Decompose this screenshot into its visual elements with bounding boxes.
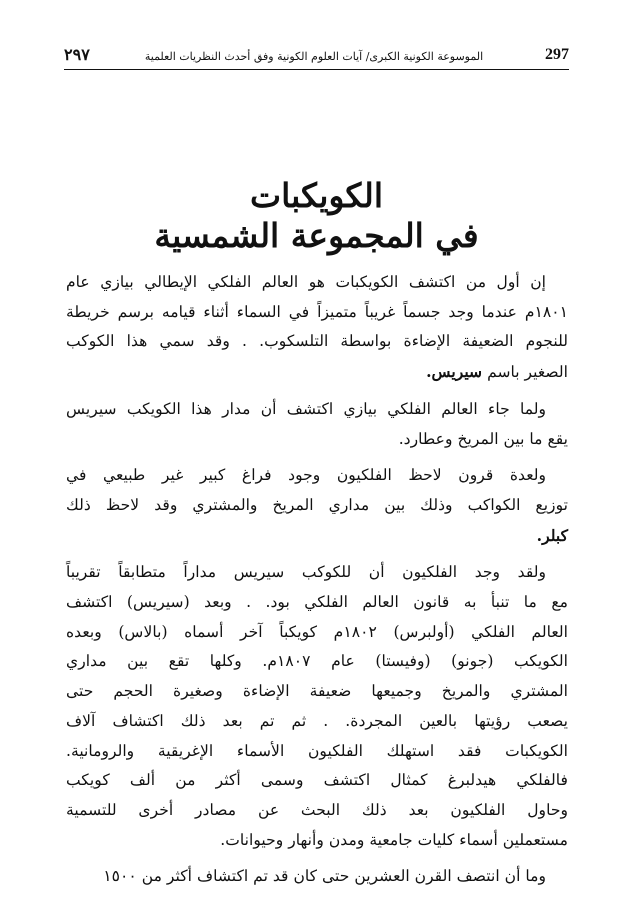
- paragraph-2: [66, 395, 568, 454]
- text-line: ولقد وجد الفلكيون أن للكوكب سيريس مداراً متطابقاً تقريباً: [66, 563, 546, 582]
- text-line: وحاول الفلكيون بعد ذلك البحث عن مصادر أخرى للتسمية: [66, 800, 568, 819]
- text-line: [66, 521, 568, 552]
- text-line: للنجوم الضعيفة الإضاءة بواسطة التلسكوب. . وقد سمي هذا الكوكب: [66, 332, 568, 351]
- body-text: [66, 268, 568, 899]
- text-line: مستعملين أسماء كليات جامعية ومدن وأنهار وحيوانات.: [220, 830, 568, 849]
- running-title: الموسوعة الكونية الكبرى/ آيات العلوم الكونية وفق أحدث النظريات العلمية: [144, 50, 484, 63]
- text-segment: الصغير باسم: [482, 363, 568, 382]
- bold-name-kepler: كبلر.: [536, 525, 568, 545]
- page-number-latin: 297: [545, 46, 569, 63]
- page-header: [64, 38, 569, 70]
- paragraph-1: [66, 268, 568, 388]
- header-rule: [64, 69, 569, 70]
- text-line: الكويكب (جونو) (وفيستا) عام ١٨٠٧م. وكلها تقع بين مداري: [66, 652, 568, 671]
- text-line: العالم الفلكي (أولبرس) ١٨٠٢م كويكباً آخر أسماه (بالاس) وبعده: [66, 622, 568, 641]
- text-line: وما أن انتصف القرن العشرين حتى كان قد تم اكتشاف أكثر من ١٥٠٠: [103, 867, 546, 886]
- chapter-title-line-2: في المجموعة الشمسية: [154, 216, 479, 255]
- text-line: الكويكبات فقد استهلك الفلكيون الأسماء الإغريقية والرومانية.: [66, 741, 568, 760]
- text-line: ولما جاء العالم الفلكي بيازي اكتشف أن مدار هذا الكويكب سيريس: [66, 399, 546, 418]
- text-line: ١٨٠١م عندما وجد جسماً غريباً متميزاً في السماء أثناء قيامه برسم خريطة: [66, 302, 568, 321]
- paragraph-3: [66, 461, 568, 551]
- chapter-title-line-1: الكويكبات: [250, 176, 383, 215]
- text-line: توزيع الكواكب وذلك بين مداري المريخ والمشتري وقد لاحظ ذلك: [66, 495, 568, 514]
- paragraph-5: [66, 862, 568, 892]
- text-line: ولعدة قرون لاحظ الفلكيون وجود فراغ كبير غير طبيعي في: [66, 466, 546, 485]
- bold-name-ceres: سيريس.: [426, 362, 483, 382]
- text-line: مع ما تنبأ به قانون العالم الفلكي بود. . وبعد (سيريس) اكتشف: [66, 593, 568, 612]
- paragraph-4: [66, 558, 568, 855]
- page-number-arabic: ٢٩٧: [64, 45, 90, 64]
- text-line: يقع ما بين المريخ وعطارد.: [398, 429, 568, 448]
- text-line: فالفلكي هيدلبرغ كمثال اكتشف وسمى أكثر من ألف كويكب: [66, 771, 568, 790]
- text-line: [66, 357, 568, 388]
- text-line: إن أول من اكتشف الكويكبات هو العالم الفلكي الإيطالي بيازي عام: [66, 273, 546, 291]
- text-line: المشتري والمريخ وجميعها ضعيفة الإضاءة وصغيرة الحجم حتى: [66, 682, 568, 701]
- text-line: يصعب رؤيتها بالعين المجردة. . ثم تم بعد ذلك اكتشاف آلاف: [66, 711, 568, 730]
